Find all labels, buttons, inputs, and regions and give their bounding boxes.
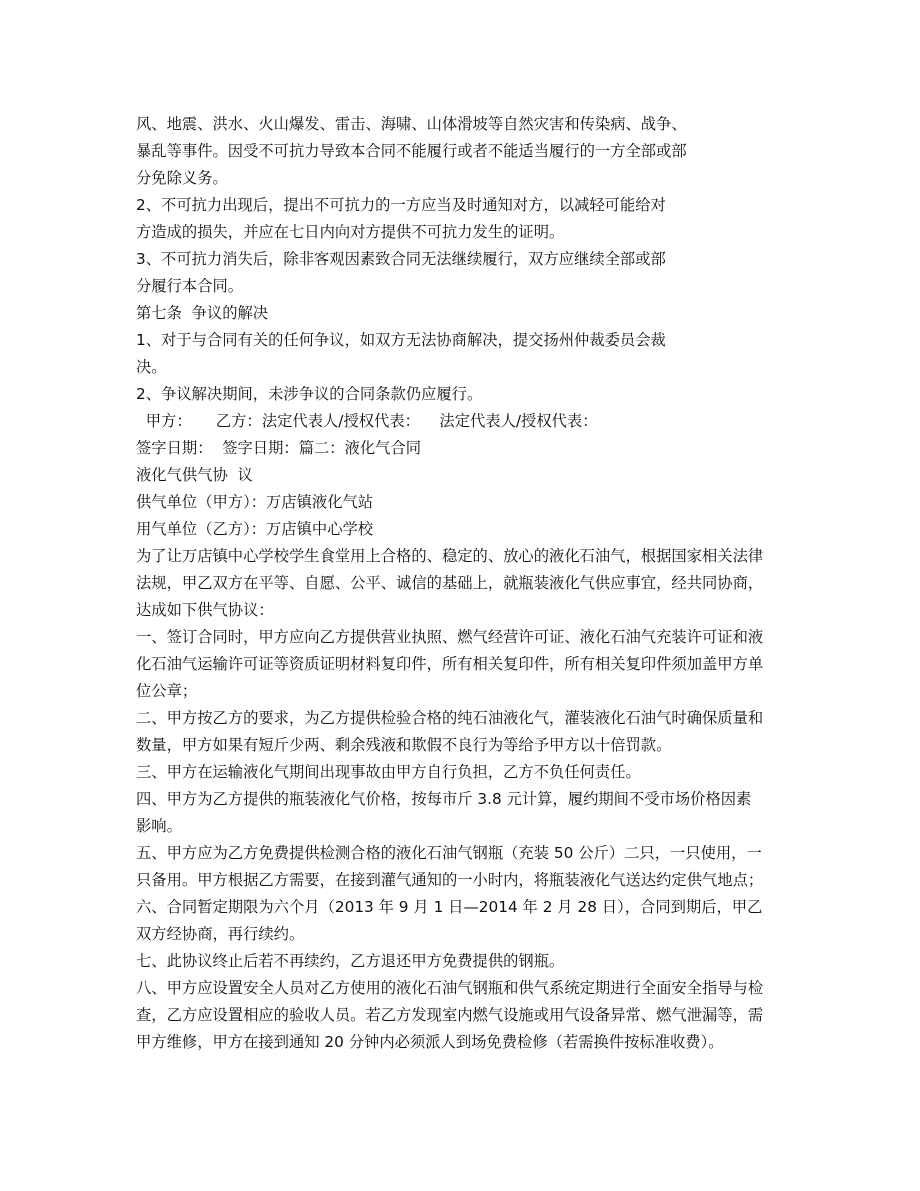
text-line: 第七条 争议的解决 — [136, 304, 269, 322]
text-line: 液化气供气协 议 — [136, 466, 253, 484]
text-line: 四、甲方为乙方提供的瓶装液化气价格，按每市斤 3.8 元计算，履约期间不受市场价格因素 — [136, 790, 752, 808]
text-line: 三、甲方在运输液化气期间出现事故由甲方自行负担，乙方不负任何责任。 — [136, 763, 641, 781]
text-line: 位公章； — [136, 682, 198, 700]
text-line: 只备用。甲方根据乙方需要，在接到灌气通知的一小时内，将瓶装液化气送达约定供气地点； — [136, 871, 764, 889]
text-line: 一、签订合同时，甲方应向乙方提供营业执照、燃气经营许可证、液化石油气充装许可证和液 — [136, 628, 764, 646]
text-line: 甲方维修，甲方在接到通知 20 分钟内必须派人到场免费检修（若需换件按标准收费）。 — [136, 1033, 724, 1051]
text-line: 1、对于与合同有关的任何争议，如双方无法协商解决，提交扬州仲裁委员会裁 — [136, 331, 666, 349]
text-line: 签字日期： 签字日期：篇二：液化气合同 — [136, 439, 422, 457]
text-line: 化石油气运输许可证等资质证明材料复印件，所有相关复印件，所有相关复印件须加盖甲方单 — [136, 655, 764, 673]
text-line: 供气单位（甲方）：万店镇液化气站 — [136, 493, 374, 511]
contract-text — [136, 111, 796, 1056]
text-line: 影响。 — [136, 817, 182, 835]
text-line: 二、甲方按乙方的要求，为乙方提供检验合格的纯石油液化气，灌装液化石油气时确保质量和 — [136, 709, 764, 727]
text-line: 用气单位（乙方）：万店镇中心学校 — [136, 520, 374, 538]
text-line: 决。 — [136, 358, 167, 376]
text-line: 双方经协商，再行续约。 — [136, 925, 305, 943]
text-line: 查，乙方应设置相应的验收人员。若乙方发现室内燃气设施或用气设备异常、燃气泄漏等，需 — [136, 1006, 764, 1024]
text-line: 为了让万店镇中心学校学生食堂用上合格的、稳定的、放心的液化石油气，根据国家相关法律 — [136, 547, 764, 565]
text-line: 数量，甲方如果有短斤少两、剩余残液和欺假不良行为等给予甲方以十倍罚款。 — [136, 736, 672, 754]
text-line: 3、不可抗力消失后，除非客观因素致合同无法继续履行，双方应继续全部或部 — [136, 250, 666, 268]
text-line: 甲方： 乙方：法定代表人/授权代表： 法定代表人/授权代表： — [136, 412, 598, 430]
text-line: 方造成的损失，并应在七日内向对方提供不可抗力发生的证明。 — [136, 223, 565, 241]
text-line: 分免除义务。 — [136, 169, 228, 187]
text-line: 2、不可抗力出现后，提出不可抗力的一方应当及时通知对方，以减轻可能给对 — [136, 196, 666, 214]
text-line: 七、此协议终止后若不再续约，乙方退还甲方免费提供的钢瓶。 — [136, 952, 565, 970]
text-line: 2、争议解决期间，未涉争议的合同条款仍应履行。 — [136, 385, 483, 403]
text-line: 暴乱等事件。因受不可抗力导致本合同不能履行或者不能适当履行的一方全部或部 — [136, 142, 687, 160]
text-line: 六、合同暂定期限为六个月（2013 年 9 月 1 日—2014 年 2 月 28 日），合同到期后，甲乙 — [136, 898, 763, 916]
text-line: 分履行本合同。 — [136, 277, 244, 295]
text-line: 达成如下供气协议： — [136, 601, 274, 619]
text-line: 法规，甲乙双方在平等、自愿、公平、诚信的基础上，就瓶装液化气供应事宜，经共同协商， — [136, 574, 764, 592]
text-line: 八、甲方应设置安全人员对乙方使用的液化石油气钢瓶和供气系统定期进行全面安全指导与检 — [136, 979, 764, 997]
text-line: 风、地震、洪水、火山爆发、雷击、海啸、山体滑坡等自然灾害和传染病、战争、 — [136, 115, 687, 133]
text-line: 五、甲方应为乙方免费提供检测合格的液化石油气钢瓶（充装 50 公斤）二只，一只使用，一 — [136, 844, 762, 862]
